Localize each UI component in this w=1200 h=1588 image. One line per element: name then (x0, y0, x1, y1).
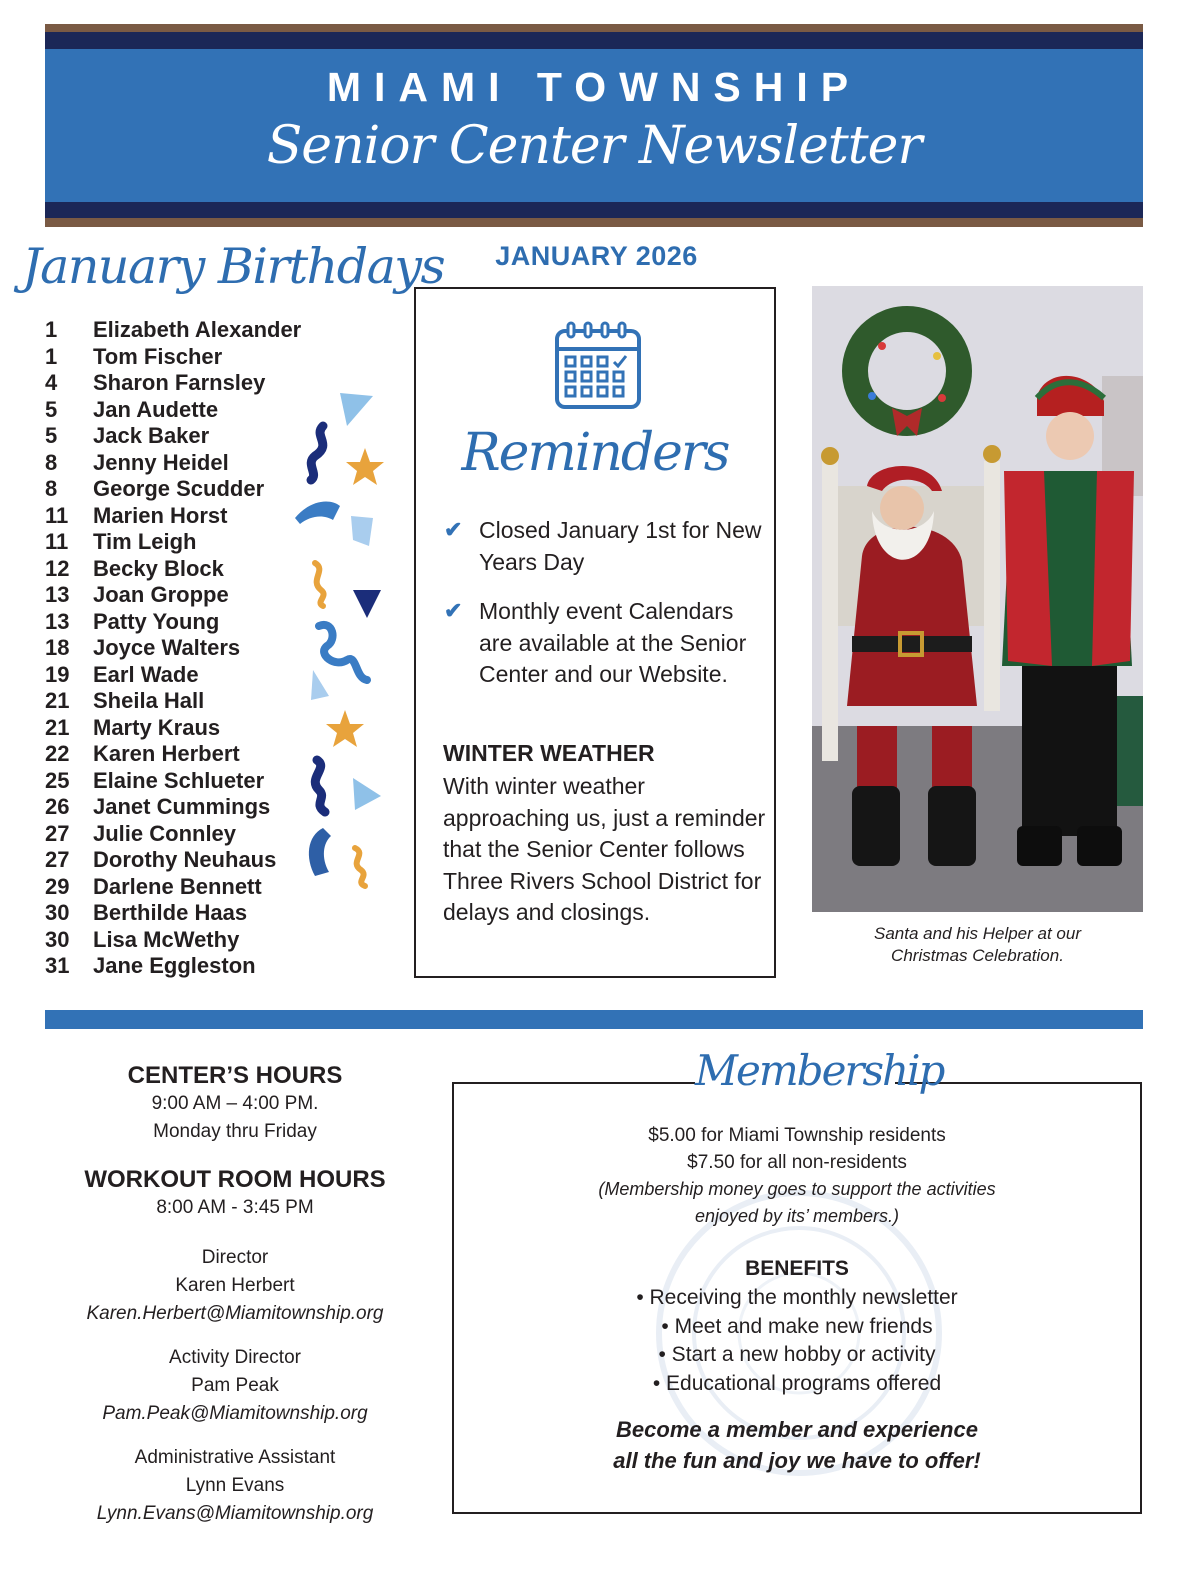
winter-weather-heading: WINTER WEATHER (443, 740, 655, 766)
banner-stripe-bottom (45, 218, 1143, 227)
birthday-name: Karen Herbert (93, 741, 240, 766)
santa-photo (812, 286, 1143, 912)
staff-name: Pam Peak (191, 1375, 279, 1396)
birthday-day: 27 (45, 820, 70, 846)
hours-and-staff (45, 1062, 425, 1528)
birthday-name: Janet Cummings (93, 794, 271, 819)
birthday-list (45, 317, 301, 980)
birthday-name: George Scudder (93, 476, 265, 501)
birthday-name: Julie Connley (93, 820, 237, 846)
staff-name: Lynn Evans (185, 1475, 285, 1496)
birthday-item (45, 609, 301, 636)
reminder-text: Monthly event Calendars are available at the Senior Center and our Website. (479, 598, 747, 687)
birthday-item (45, 450, 301, 477)
birthday-day: 1 (45, 317, 58, 342)
birthday-item (45, 768, 301, 795)
birthdays-title: January Birthdays (22, 238, 445, 295)
issue-date: JANUARY 2026 (495, 241, 698, 271)
birthday-name: Berthilde Haas (93, 900, 248, 925)
birthday-day: 11 (45, 529, 69, 554)
birthday-item (45, 821, 301, 848)
birthday-day: 13 (45, 582, 70, 607)
check-icon: ✔ (444, 517, 463, 542)
staff-email[interactable]: Karen.Herbert@Miamitownship.org (86, 1303, 384, 1324)
birthday-name: Tim Leigh (93, 529, 197, 554)
birthday-day: 4 (45, 370, 58, 395)
check-icon: ✔ (444, 598, 463, 623)
birthday-name: Earl Wade (93, 661, 199, 687)
center-hours-heading: CENTER’S HOURS (127, 1062, 343, 1089)
staff-email[interactable]: Lynn.Evans@Miamitownship.org (96, 1503, 374, 1524)
birthday-day: 30 (45, 926, 70, 952)
membership-title: Membership (695, 1046, 944, 1095)
caption-line-2: Christmas Celebration. (891, 946, 1064, 965)
birthday-item (45, 953, 301, 980)
center-hours-days: Monday thru Friday (153, 1121, 317, 1142)
header-banner (45, 24, 1143, 227)
benefit-item: • Receiving the monthly newsletter (636, 1286, 958, 1309)
birthday-name: Darlene Bennett (93, 873, 262, 899)
section-divider (45, 1010, 1143, 1029)
membership-note-line-2: enjoyed by its’ members.) (694, 1206, 900, 1226)
birthday-day: 29 (45, 873, 70, 899)
benefits-list (452, 1284, 1142, 1398)
benefit-item: • Start a new hobby or activity (658, 1343, 936, 1366)
calendar-check-icon (554, 319, 642, 411)
staff-role: Administrative Assistant (134, 1447, 336, 1468)
birthday-name: Elaine Schlueter (93, 767, 265, 793)
birthday-item (45, 741, 301, 768)
birthday-name: Jenny Heidel (93, 449, 229, 475)
caption-line-1: Santa and his Helper at our (874, 924, 1081, 943)
birthday-day: 21 (45, 714, 70, 740)
staff-role: Activity Director (169, 1347, 301, 1368)
birthday-day: 31 (45, 953, 70, 978)
workout-hours-time: 8:00 AM - 3:45 PM (156, 1197, 314, 1218)
birthday-item (45, 688, 301, 715)
winter-weather-text: With winter weather approaching us, just a reminder that the Senior Center follows Three Rivers School District for delays and closings. (443, 773, 766, 926)
reminder-text: Closed January 1st for New Years Day (479, 517, 762, 575)
birthday-name: Becky Block (93, 555, 224, 581)
resident-fee: $5.00 for Miami Township residents (648, 1125, 946, 1146)
birthday-name: Jan Audette (93, 396, 219, 422)
birthday-item (45, 476, 301, 503)
birthday-name: Elizabeth Alexander (93, 317, 302, 342)
birthday-item (45, 397, 301, 424)
birthday-name: Marty Kraus (93, 714, 221, 740)
staff-name: Karen Herbert (175, 1275, 295, 1296)
birthday-day: 5 (45, 396, 58, 422)
birthday-day: 27 (45, 847, 70, 872)
staff-role: Director (201, 1247, 269, 1268)
birthday-item (45, 794, 301, 821)
birthday-item (45, 900, 301, 927)
birthday-item (45, 715, 301, 742)
birthday-item (45, 874, 301, 901)
staff-email[interactable]: Pam.Peak@Miamitownship.org (102, 1403, 368, 1424)
birthday-item (45, 556, 301, 583)
birthday-day: 21 (45, 688, 70, 713)
birthday-item (45, 423, 301, 450)
birthday-item (45, 370, 301, 397)
birthday-name: Sheila Hall (93, 688, 205, 713)
birthday-item (45, 662, 301, 689)
birthday-item (45, 317, 301, 344)
birthday-name: Marien Horst (93, 502, 228, 528)
birthday-day: 1 (45, 343, 58, 369)
banner-stripe-navy-top (45, 32, 1143, 49)
birthday-item (45, 529, 301, 556)
birthday-item (45, 503, 301, 530)
birthday-name: Sharon Farnsley (93, 370, 266, 395)
benefit-item: • Meet and make new friends (661, 1314, 933, 1338)
birthday-day: 12 (45, 555, 70, 581)
birthday-item (45, 927, 301, 954)
confetti-decoration (285, 388, 395, 898)
workout-hours-heading: WORKOUT ROOM HOURS (84, 1166, 386, 1193)
birthday-day: 13 (45, 608, 70, 634)
photo-illustration (812, 286, 1143, 912)
membership-note-line-1: (Membership money goes to support the activities (598, 1179, 996, 1199)
reminders-box (414, 287, 776, 978)
birthday-name: Jack Baker (93, 423, 210, 448)
banner-stripe-navy-bottom (45, 202, 1143, 218)
birthday-item (45, 635, 301, 662)
birthday-item (45, 847, 301, 874)
birthday-name: Joyce Walters (93, 635, 241, 660)
birthday-name: Tom Fischer (93, 343, 223, 369)
benefit-item: • Educational programs offered (652, 1371, 942, 1395)
birthday-name: Patty Young (93, 608, 220, 634)
reminders-title: Reminders (461, 423, 729, 483)
newsletter-title: MIAMI TOWNSHIP (326, 64, 862, 110)
birthday-day: 8 (45, 449, 58, 475)
birthday-day: 19 (45, 661, 70, 687)
membership-content (452, 1122, 1142, 1476)
birthday-day: 25 (45, 767, 70, 793)
birthday-name: Dorothy Neuhaus (93, 847, 277, 872)
benefits-heading: BENEFITS (745, 1257, 849, 1280)
birthday-day: 5 (45, 423, 58, 448)
birthday-day: 22 (45, 741, 70, 766)
birthday-item (45, 344, 301, 371)
birthday-name: Jane Eggleston (93, 953, 256, 978)
newsletter-subtitle: Senior Center Newsletter (266, 116, 922, 176)
cta-line-2: all the fun and joy we have to offer! (613, 1448, 981, 1473)
birthday-day: 18 (45, 635, 70, 660)
birthday-item (45, 582, 301, 609)
birthday-day: 30 (45, 900, 70, 925)
birthday-day: 11 (45, 502, 69, 528)
birthday-day: 8 (45, 476, 58, 501)
cta-line-1: Become a member and experience (616, 1417, 978, 1442)
membership-cta (452, 1414, 1142, 1476)
birthday-name: Joan Groppe (93, 582, 229, 607)
nonresident-fee: $7.50 for all non-residents (687, 1152, 907, 1173)
birthday-day: 26 (45, 794, 70, 819)
center-hours-time: 9:00 AM – 4:00 PM. (151, 1093, 319, 1114)
banner-stripe-top (45, 24, 1143, 32)
photo-caption (812, 923, 1143, 967)
birthday-name: Lisa McWethy (93, 926, 240, 952)
